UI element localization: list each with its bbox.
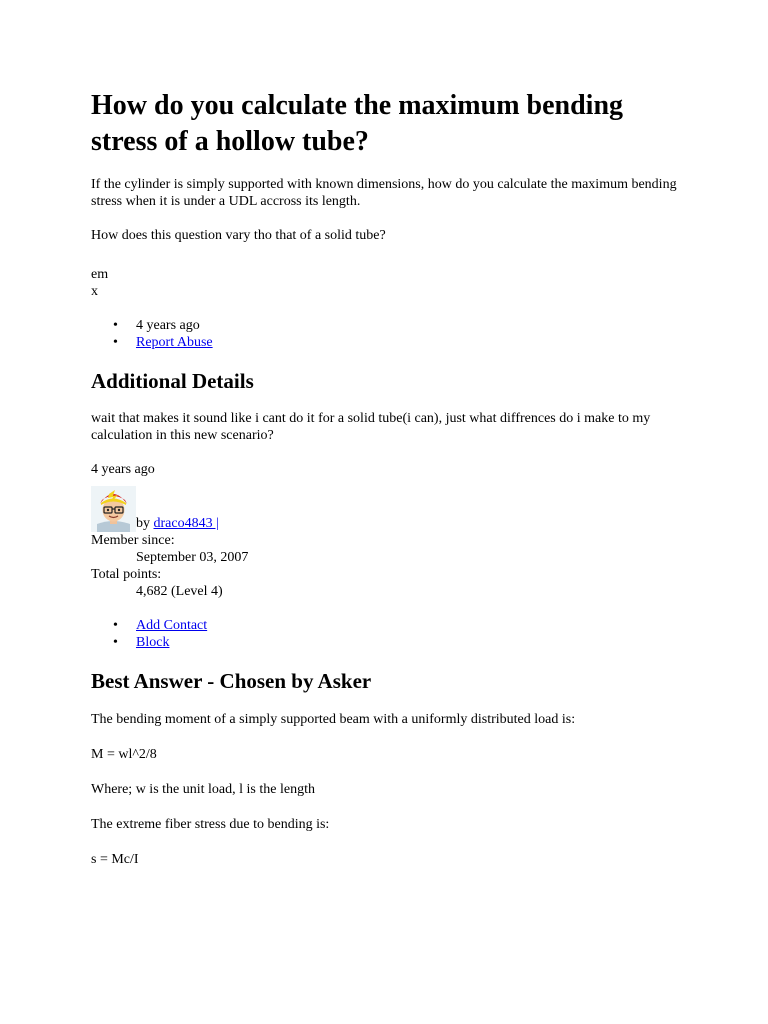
question-title: How do you calculate the maximum bending stress of a hollow tube? <box>91 90 624 157</box>
block-item <box>91 634 691 651</box>
author-username-link[interactable]: draco4843 | <box>153 516 219 531</box>
page-content <box>91 88 691 868</box>
additional-details-heading: Additional Details <box>91 369 254 393</box>
question-body-followup: How does this question vary tho that of a solid tube? <box>91 228 386 243</box>
question-body: If the cylinder is simply supported with known dimensions, how do you calculate the maximum bending stress when it is under a UDL accross its length. <box>91 177 677 209</box>
best-answer-line-4: The extreme fiber stress due to bending is: <box>91 817 330 832</box>
additional-details-age: 4 years ago <box>91 462 155 477</box>
add-contact-link[interactable]: Add Contact <box>136 618 208 633</box>
additional-details-text: wait that makes it sound like i cant do it for a solid tube(i can), just what diffrences do i make to my calculation in this new scenario? <box>91 411 651 443</box>
author-actions-list <box>91 617 691 651</box>
question-stray-text-x: x <box>91 284 98 299</box>
block-link[interactable]: Block <box>136 635 170 650</box>
best-answer-formula-stress: s = Mc/I <box>91 852 139 867</box>
question-stray-text-em: em <box>91 267 109 282</box>
author-stats <box>91 532 691 600</box>
report-abuse-link[interactable]: Report Abuse <box>136 335 213 350</box>
best-answer-line-3: Where; w is the unit load, l is the length <box>91 782 315 797</box>
member-since-value: September 03, 2007 <box>136 550 249 565</box>
total-points-label: Total points: <box>91 567 162 582</box>
question-age: • 4 years ago <box>91 317 691 334</box>
best-answer-heading: Best Answer - Chosen by Asker <box>91 669 372 693</box>
best-answer-line-1: The bending moment of a simply supported beam with a uniformly distributed load is: <box>91 712 576 727</box>
report-abuse-item <box>91 334 691 351</box>
best-answer-formula-moment: M = wl^2/8 <box>91 747 157 762</box>
author-line <box>91 486 691 532</box>
author-by-prefix: by <box>136 516 150 531</box>
avatar-cartoon-face-icon[interactable] <box>91 486 136 532</box>
question-meta-list <box>91 317 691 351</box>
total-points-value: 4,682 (Level 4) <box>136 584 223 599</box>
add-contact-item <box>91 617 691 634</box>
member-since-label: Member since: <box>91 533 175 548</box>
